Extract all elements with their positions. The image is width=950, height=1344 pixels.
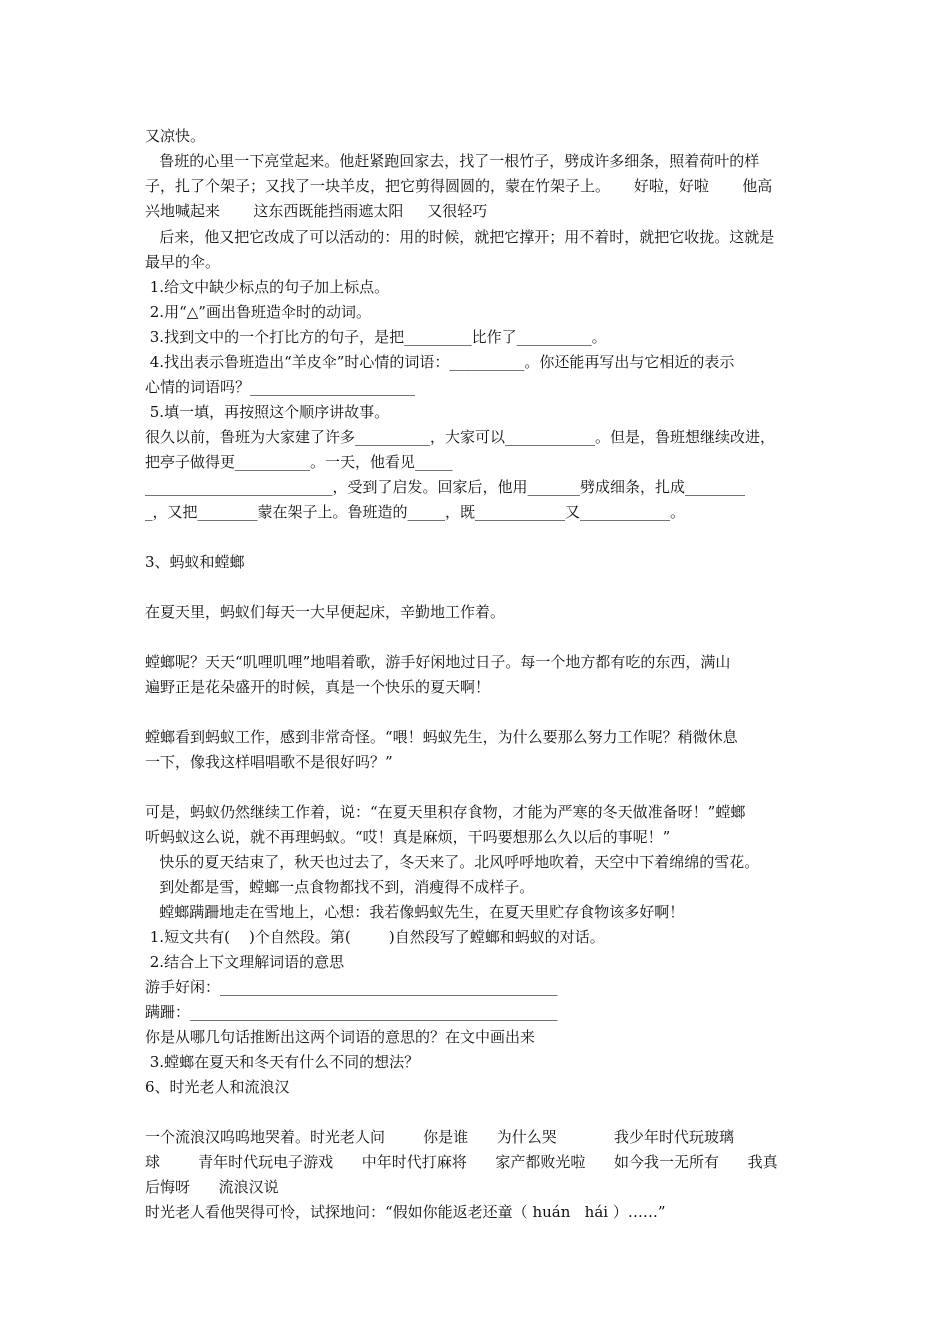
text-line: 螳螂看到蚂蚁工作，感到非常奇怪。“喂！蚂蚁先生，为什么要那么努力工作呢？稍微休息	[145, 728, 738, 746]
text-line: 鲁班的心里一下亮堂起来。他赶紧跑回家去，找了一根竹子，劈成许多细条，照着荷叶的样	[145, 152, 760, 170]
text-line: 螳螂呢？天天“叽哩叽哩”地唱着歌，游手好闲地过日子。每一个地方都有吃的东西，满山	[145, 653, 731, 671]
text-line: 遍野正是花朵盛开的时候，真是一个快乐的夏天啊！	[145, 678, 491, 696]
text-line: 时光老人看他哭得可怜，试探地问：“假如你能返老还童（ huán hái ）……”	[145, 1203, 666, 1221]
text-line: 最早的伞。	[145, 253, 221, 271]
text-line: 在夏天里，蚂蚁们每天一大早便起床，辛勤地工作着。	[145, 603, 506, 621]
question-4: 4.找出表示鲁班造出“羊皮伞”时心情的词语：__________。你还能再写出与它相近的表示	[145, 353, 735, 371]
text-line: 又凉快。	[145, 127, 206, 145]
section-heading: 3、蚂蚁和螳螂	[145, 553, 245, 571]
text-line: 把亭子做得更__________。一天，他看见_____	[145, 453, 453, 471]
text-line: 一个流浪汉呜呜地哭着。时光老人问 你是谁 为什么哭 我少年时代玩玻璃	[145, 1128, 734, 1146]
text-line: 你是从哪几句话推断出这两个词语的意思的？在文中画出来	[145, 1028, 536, 1046]
text-line: 球 青年时代玩电子游戏 中年时代打麻将 家产都败光啦 如今我一无所有 我真	[145, 1153, 778, 1171]
question-3: 3.螳螂在夏天和冬天有什么不同的想法？	[145, 1053, 420, 1071]
question-1: 1.给文中缺少标点的句子加上标点。	[145, 278, 390, 296]
text-line: 听蚂蚁这么说，就不再理蚂蚁。“哎！真是麻烦，干吗要想那么久以后的事呢！”	[145, 828, 671, 846]
text-line: 兴地喊起来 这东西既能挡雨遮太阳 又很轻巧	[145, 202, 488, 220]
text-line: 螳螂蹒跚地走在雪地上，心想：我若像蚂蚁先生，在夏天里贮存食物该多好啊！	[145, 903, 685, 921]
text-line: 心情的词语吗？______________________	[145, 378, 416, 396]
text-line: 后来，他又把它改成了可以活动的：用的时候，就把它撑开；用不着时，就把它收拢。这就是	[145, 228, 775, 246]
question-2: 2.结合上下文理解词语的意思	[145, 953, 345, 971]
text-line: 很久以前，鲁班为大家建了许多__________，大家可以____________。但是，鲁班想继续改进，	[145, 428, 776, 446]
text-line: 子，扎了个架子；又找了一块羊皮，把它剪得圆圆的，蒙在竹架子上。 好啦，好啦 他高	[145, 177, 773, 195]
text-line: _________________________，受到了启发。回家后，他用_______劈成细条，扎成________	[145, 478, 746, 496]
section-heading: 6、时光老人和流浪汉	[145, 1078, 290, 1096]
text-line: 一下，像我这样唱唱歌不是很好吗？”	[145, 753, 393, 771]
text-line: 到处都是雪，螳螂一点食物都找不到，消瘦得不成样子。	[145, 878, 535, 896]
text-line: 快乐的夏天结束了，秋天也过去了，冬天来了。北风呼呼地吹着，天空中下着绵绵的雪花。	[145, 853, 760, 871]
question-2: 2.用“△”画出鲁班造伞时的动词。	[145, 303, 371, 321]
text-line: 游手好闲：_____________________________________________	[145, 978, 558, 996]
text-line: 蹒跚：_________________________________________________	[145, 1003, 558, 1021]
text-line: _，又把________蒙在架子上。鲁班造的_____，既____________又____________。	[145, 503, 686, 521]
text-line: 可是，蚂蚁仍然继续工作着，说：“在夏天里积存食物，才能为严寒的冬天做准备呀！”螳螂	[145, 803, 746, 821]
question-3: 3.找到文中的一个打比方的句子，是把_________比作了__________。	[145, 328, 607, 346]
question-5: 5.填一填，再按照这个顺序讲故事。	[145, 403, 390, 421]
question-1: 1.短文共有( )个自然段。第( )自然段写了螳螂和蚂蚁的对话。	[145, 928, 605, 946]
text-line: 后悔呀 流浪汉说	[145, 1178, 279, 1196]
